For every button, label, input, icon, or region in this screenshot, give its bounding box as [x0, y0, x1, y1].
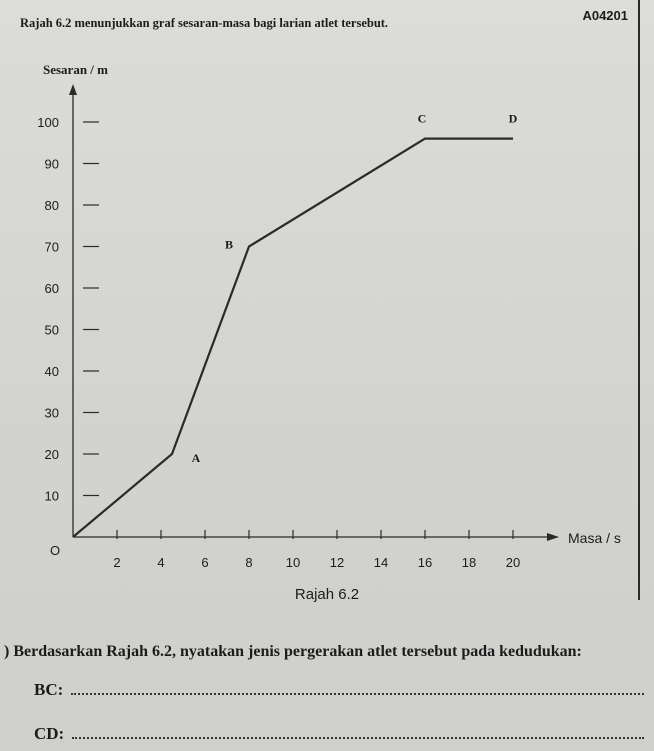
y-tick-label-60: 60 [44, 281, 59, 296]
answer-line-cd[interactable] [72, 736, 644, 739]
y-tick-label-20: 20 [44, 447, 59, 462]
series-line [73, 139, 513, 537]
answer-line-bc[interactable] [71, 692, 644, 695]
point-label-d: D [508, 111, 518, 126]
answer-label-cd: CD: [34, 724, 65, 743]
y-tick-label-10: 10 [44, 488, 59, 504]
y-tick-label-40: 40 [44, 364, 59, 379]
x-axis-title: Masa / s [568, 530, 621, 546]
answer-label-bc: BC: [34, 680, 64, 699]
intro-text: Rajah 6.2 menunjukkan graf sesaran-masa bagi larian atlet tersebut. [20, 16, 389, 30]
y-tick-label-70: 70 [44, 239, 59, 255]
x-tick-label-20: 20 [505, 555, 521, 570]
point-label-c: C [417, 111, 427, 126]
x-axis-arrow [547, 533, 559, 541]
x-tick-label-18: 18 [461, 555, 477, 570]
origin-label: O [49, 543, 61, 558]
figure-caption: Rajah 6.2 [294, 586, 360, 603]
x-tick-label-10: 10 [285, 555, 301, 570]
x-tick-label-14: 14 [373, 555, 389, 570]
y-tick-label-30: 30 [44, 405, 59, 421]
answer-row-cd [34, 724, 644, 744]
y-axis-title: Sesaran / m [43, 62, 108, 77]
question-text: ) Berdasarkan Rajah 6.2, nyatakan jenis pergerakan atlet tersebut pada kedudukan: [4, 643, 582, 660]
x-tick-label-4: 4 [157, 555, 165, 570]
point-label-a: A [191, 451, 201, 465]
y-tick-label-80: 80 [44, 198, 59, 213]
answer-row-bc [34, 680, 644, 700]
y-tick-label-100: 100 [37, 115, 59, 130]
x-tick-label-12: 12 [329, 555, 345, 570]
y-axis-arrow [69, 84, 77, 95]
question-code: A04201 [582, 8, 628, 23]
x-tick-label-2: 2 [113, 555, 121, 570]
x-tick-label-6: 6 [201, 555, 209, 570]
y-tick-label-90: 90 [44, 156, 59, 172]
point-label-b: B [224, 237, 234, 252]
x-tick-label-16: 16 [417, 555, 433, 570]
y-tick-label-50: 50 [44, 322, 59, 338]
x-tick-label-8: 8 [245, 555, 253, 570]
